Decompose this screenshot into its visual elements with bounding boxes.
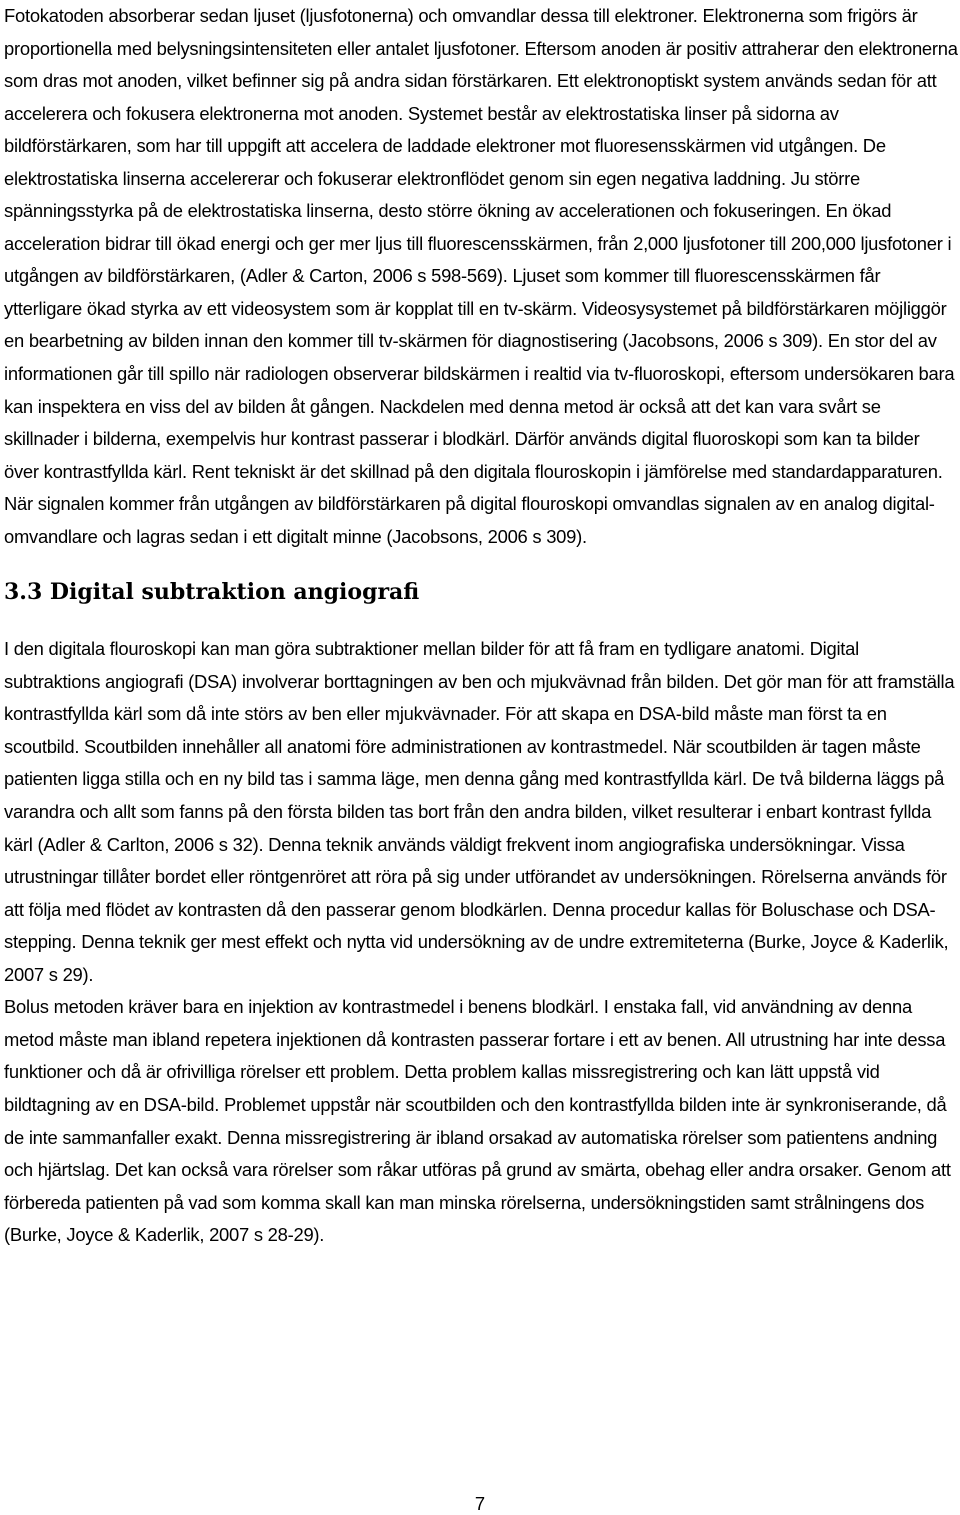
body-paragraph: Bolus metoden kräver bara en injektion av kontrastmedel i benens blodkärl. I enstaka fall, vid användning av denna metod måste man ibland repetera injektionen då kontrasten passerar fortare i ett av benen. All utrustning har inte dessa funktioner och då är ofrivilliga rörelser ett problem. Detta problem kallas missregistrering och kan lätt uppstå vid bildtagning av en DSA-bild. Problemet uppstår när scoutbilden och den kontrastfyllda bilden inte är synkroniserande, då de inte sammanfaller exakt. Denna missregistrering är ibland orsakad av automatiska rörelser som patientens andning och hjärtslag. Det kan också vara rörelser som råkar utföras på grund av smärta, obehag eller andra orsaker. Genom att förbereda patienten på vad som komma skall kan man minska rörelserna, undersökningstiden samt strålningens dos (Burke, Joyce & Kaderlik, 2007 s 28-29). (4, 996, 951, 1246)
section-heading: 3.3 Digital subtraktion angiografi (4, 579, 420, 606)
page-number: 7 (474, 1493, 486, 1514)
body-paragraph: I den digitala flouroskopi kan man göra subtraktioner mellan bilder för att få fram en tydligare anatomi. Digital subtraktions angiografi (DSA) involverar borttagningen av ben och mjukvävnad från bilden. Det gör man för att framställa kontrastfyllda kärl som då inte störs av ben eller mjukvävnader. För att skapa en DSA-bild måste man först ta en scoutbild. Scoutbilden innehåller all anatomi före administrationen av kontrastmedel. När scoutbilden är tagen måste patienten ligga stilla och en ny bild tas i samma läge, men denna gång med kontrastfyllda kärl. De två bilderna läggs på varandra och allt som fanns på den första bilden tas bort från den andra bilden, vilket resulterar i enbart kontrast fyllda kärl (Adler & Carlton, 2006 s 32). Denna teknik används väldigt frekvent inom angiografiska undersökningar. Vissa utrustningar tillåter bordet eller röntgenröret att röra på sig under utförandet av undersökningen. Rörelserna används för att följa med flödet av kontrasten då den passerar genom blodkärlen. Denna procedur kallas för Boluschase och DSA-stepping. Denna teknik ger mest effekt och nytta vid undersökning av de undre extremiteterna (Burke, Joyce & Kaderlik, 2007 s 29). (4, 638, 955, 985)
body-paragraph: Fotokatoden absorberar sedan ljuset (ljusfotonerna) och omvandlar dessa till elektroner. Elektronerna som frigörs är proportionella med belysningsintensiteten eller antalet ljusfotoner. Eftersom anoden är positiv attraherar den elektronerna som dras mot anoden, vilket befinner sig på andra sidan förstärkaren. Ett elektronoptiskt system används sedan för att accelerera och fokusera elektronerna mot anoden. Systemet består av elektrostatiska linser på sidorna av bildförstärkaren, som har till uppgift att accelera de laddade elektroner mot fluoresensskärmen vid utgången. De elektrostatiska linserna accelererar och fokuserar elektronflödet genom sin egen negativa laddning. Ju större spänningsstyrka på de elektrostatiska linserna, desto större ökning av accelerationen och fokuseringen. En ökad acceleration bidrar till ökad energi och ger mer ljus till fluorescensskärmen, från 2,000 ljusfotoner till 200,000 ljusfotoner i utgången av bildförstärkaren, (Adler & Carton, 2006 s 598-569). Ljuset som kommer till fluorescensskärmen får ytterligare ökad styrka av ett videosystem som är kopplat till en tv-skärm. Videosysystemet på bildförstärkaren möjliggör en bearbetning av bilden innan den kommer till tv-skärmen för diagnostisering (Jacobsons, 2006 s 309). En stor del av informationen går till spillo när radiologen observerar bildskärmen i realtid via tv-fluoroskopi, eftersom undersökaren bara kan inspektera en viss del av bilden åt gången. Nackdelen med denna metod är också att det kan vara svårt se skillnader i bilderna, exempelvis hur kontrast passerar i blodkärl. Därför används digital fluoroskopi som kan ta bilder över kontrastfyllda kärl. Rent tekniskt är det skillnad på den digitala flouroskopin i jämförelse med standardapparaturen. När signalen kommer från utgången av bildförstärkaren på digital flouroskopi omvandlas signalen av en analog digital-omvandlare och lagras sedan i ett digitalt minne (Jacobsons, 2006 s 309). (4, 5, 958, 547)
document-page (4, 0, 958, 1252)
